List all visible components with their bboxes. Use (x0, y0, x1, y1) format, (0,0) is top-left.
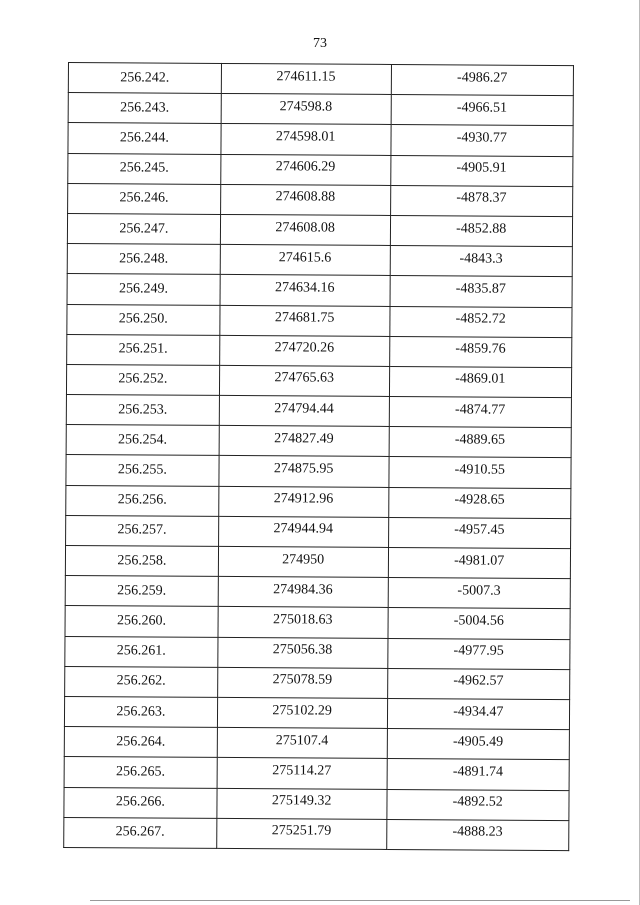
x-coordinate-cell (219, 335, 389, 366)
cell-text: 256.264. (116, 734, 166, 750)
y-coordinate-cell (391, 64, 574, 95)
y-coordinate-cell (390, 185, 573, 216)
table-row (68, 183, 573, 216)
cell-text: 256.249. (118, 281, 169, 297)
cell-text: 256.263. (116, 703, 166, 720)
x-coordinate-cell (217, 758, 387, 789)
y-coordinate-cell (387, 759, 570, 790)
point-number-cell (64, 787, 217, 818)
cell-text: -4966.51 (456, 100, 508, 116)
cell-text: 274944.94 (273, 521, 334, 538)
point-number-cell (66, 364, 219, 395)
cell-text: 274912.96 (273, 491, 334, 507)
y-coordinate-cell (388, 457, 571, 488)
table-body (64, 63, 574, 851)
table-row (65, 666, 570, 699)
y-coordinate-cell (389, 366, 572, 397)
table-row (65, 636, 570, 669)
table-row (65, 545, 570, 578)
y-coordinate-cell (390, 215, 573, 246)
table-row (64, 787, 569, 820)
cell-text: -4905.91 (456, 160, 507, 176)
cell-text: 275107.4 (275, 733, 329, 749)
cell-text: 256.261. (116, 643, 166, 659)
table-row (67, 304, 572, 337)
point-number-cell (65, 666, 218, 697)
cell-text: -4934.47 (453, 703, 504, 720)
cell-text: -4843.3 (459, 251, 503, 267)
cell-text: 274950 (282, 551, 325, 568)
point-number-cell (64, 757, 217, 788)
y-coordinate-cell (389, 306, 572, 337)
cell-text: 274611.15 (276, 68, 336, 85)
table-row (66, 455, 571, 488)
cell-text: 256.244. (119, 130, 169, 146)
cell-text: -4905.49 (452, 734, 504, 750)
cell-text: 256.251. (118, 341, 168, 357)
y-coordinate-cell (387, 698, 570, 729)
y-coordinate-cell (391, 95, 574, 126)
x-coordinate-cell (221, 154, 391, 185)
x-coordinate-cell (219, 426, 389, 457)
x-coordinate-cell (220, 245, 390, 276)
point-number-cell (64, 727, 217, 758)
cell-text: -4981.07 (454, 552, 505, 569)
table-row (66, 485, 571, 518)
table-row (64, 727, 569, 760)
y-coordinate-cell (389, 397, 572, 428)
x-coordinate-cell (219, 486, 389, 517)
cell-text: 256.265. (116, 764, 166, 780)
point-number-cell (65, 576, 218, 607)
cell-text: 274827.49 (274, 431, 334, 447)
point-number-cell (67, 244, 220, 275)
x-coordinate-cell (219, 365, 389, 396)
x-coordinate-cell (221, 124, 391, 155)
cell-text: 274984.36 (273, 582, 333, 598)
cell-text: -4852.88 (456, 220, 507, 237)
x-coordinate-cell (216, 818, 386, 849)
cell-text: 256.247. (119, 220, 169, 237)
x-coordinate-cell (220, 305, 390, 336)
cell-text: 274606.29 (275, 159, 336, 175)
cell-text: 256.242. (120, 69, 170, 86)
cell-text: 256.259. (117, 583, 167, 599)
point-number-cell (64, 817, 217, 848)
x-coordinate-cell (221, 63, 391, 94)
table-row (67, 244, 572, 277)
table-row (66, 425, 571, 458)
cell-text: 275102.29 (272, 702, 332, 719)
y-coordinate-cell (389, 427, 572, 458)
x-coordinate-cell (217, 728, 387, 759)
cell-text: 275056.38 (272, 642, 333, 658)
x-coordinate-cell (217, 697, 387, 728)
cell-text: -4962.57 (453, 673, 504, 690)
point-number-cell (68, 93, 221, 124)
table-row (67, 334, 572, 367)
point-number-cell (68, 153, 221, 184)
point-number-cell (68, 123, 221, 154)
point-number-cell (66, 515, 219, 546)
cell-text: 275078.59 (272, 672, 333, 688)
cell-text: 274720.26 (274, 340, 335, 356)
y-coordinate-cell (388, 608, 571, 639)
cell-text: 256.246. (119, 190, 169, 206)
y-coordinate-cell (390, 155, 573, 186)
cell-text: 256.258. (117, 552, 167, 569)
x-coordinate-cell (218, 607, 388, 638)
point-number-cell (68, 183, 221, 214)
cell-text: -4874.77 (455, 402, 506, 418)
cell-text: -4852.72 (455, 311, 506, 327)
coordinates-table (63, 62, 574, 851)
cell-text: 274794.44 (274, 400, 334, 417)
cell-text: -4957.45 (454, 522, 505, 539)
cell-text: 274634.16 (274, 280, 335, 296)
point-number-cell (67, 213, 220, 244)
cell-text: 274681.75 (274, 310, 335, 326)
cell-text: 274608.88 (275, 189, 336, 205)
y-coordinate-cell (387, 638, 570, 669)
cell-text: -4859.76 (455, 341, 506, 357)
cell-text: -4878.37 (456, 190, 507, 207)
cell-text: 256.248. (119, 251, 169, 267)
point-number-cell (67, 274, 220, 305)
cell-text: 274598.8 (279, 99, 333, 115)
cell-text: -5004.56 (453, 613, 504, 629)
table-row (65, 576, 570, 609)
cell-text: 256.253. (118, 401, 168, 418)
x-coordinate-cell (219, 456, 389, 487)
table-row (64, 696, 569, 729)
point-number-cell (66, 485, 219, 516)
cell-text: 256.267. (115, 824, 165, 840)
cell-text: -4891.74 (452, 764, 504, 780)
table-row (68, 123, 573, 156)
cell-text: 275114.27 (272, 763, 332, 779)
table-row (66, 515, 571, 548)
table-row (68, 153, 573, 186)
cell-text: 256.257. (117, 522, 167, 539)
cell-text: -5007.3 (457, 583, 501, 599)
y-coordinate-cell (388, 547, 571, 578)
cell-text: 256.243. (120, 100, 170, 116)
cell-text: 275251.79 (271, 823, 332, 839)
table-row (68, 63, 573, 96)
x-coordinate-cell (220, 184, 390, 215)
cell-text: 256.256. (117, 492, 167, 508)
cell-text: -4889.65 (454, 432, 506, 448)
x-coordinate-cell (221, 94, 391, 125)
scan-edge-bottom (90, 900, 630, 901)
table-row (67, 274, 572, 307)
y-coordinate-cell (390, 276, 573, 307)
table-row (65, 606, 570, 639)
table-row (64, 757, 569, 790)
x-coordinate-cell (218, 516, 388, 547)
cell-text: -4888.23 (452, 824, 503, 840)
table-row (66, 364, 571, 397)
x-coordinate-cell (218, 637, 388, 668)
cell-text: 274875.95 (273, 461, 334, 477)
cell-text: -4869.01 (455, 371, 506, 388)
y-coordinate-cell (390, 246, 573, 277)
cell-text: 275149.32 (271, 793, 332, 809)
x-coordinate-cell (218, 577, 388, 608)
y-coordinate-cell (386, 789, 569, 820)
cell-text: 256.250. (118, 311, 168, 327)
y-coordinate-cell (389, 336, 572, 367)
table-row (64, 817, 569, 850)
point-number-cell (65, 606, 218, 637)
point-number-cell (66, 425, 219, 456)
y-coordinate-cell (388, 487, 571, 518)
y-coordinate-cell (387, 668, 570, 699)
x-coordinate-cell (219, 395, 389, 426)
y-coordinate-cell (387, 729, 570, 760)
cell-text: -4930.77 (456, 130, 507, 146)
point-number-cell (67, 304, 220, 335)
cell-text: 274608.08 (275, 219, 335, 236)
y-coordinate-cell (390, 125, 573, 156)
y-coordinate-cell (386, 819, 569, 850)
cell-text: 256.254. (118, 432, 168, 448)
y-coordinate-cell (388, 517, 571, 548)
x-coordinate-cell (217, 788, 387, 819)
table-row (68, 93, 573, 126)
table-row (67, 213, 572, 246)
cell-text: 256.255. (117, 462, 167, 478)
point-number-cell (64, 696, 217, 727)
table-row (66, 395, 571, 428)
point-number-cell (65, 545, 218, 576)
point-number-cell (68, 63, 221, 94)
point-number-cell (65, 636, 218, 667)
x-coordinate-cell (217, 667, 387, 698)
cell-text: 256.262. (116, 673, 166, 689)
cell-text: 274615.6 (278, 250, 332, 266)
x-coordinate-cell (218, 546, 388, 577)
point-number-cell (66, 455, 219, 486)
cell-text: -4986.27 (457, 69, 508, 86)
cell-text: -4928.65 (454, 492, 505, 508)
cell-text: 256.260. (116, 613, 167, 629)
point-number-cell (67, 334, 220, 365)
x-coordinate-cell (220, 275, 390, 306)
cell-text: 256.252. (118, 371, 168, 388)
x-coordinate-cell (220, 214, 390, 245)
cell-text: -4977.95 (453, 643, 504, 659)
cell-text: 274598.01 (275, 129, 336, 145)
cell-text: -4892.52 (452, 794, 503, 810)
y-coordinate-cell (388, 578, 571, 609)
cell-text: -4835.87 (455, 281, 507, 297)
cell-text: 256.245. (119, 160, 169, 176)
cell-text: 256.266. (115, 794, 165, 810)
cell-text: 274765.63 (274, 370, 335, 387)
point-number-cell (66, 395, 219, 426)
cell-text: -4910.55 (454, 462, 505, 478)
page-number: 73 (313, 36, 327, 51)
cell-text: 275018.63 (272, 612, 333, 628)
